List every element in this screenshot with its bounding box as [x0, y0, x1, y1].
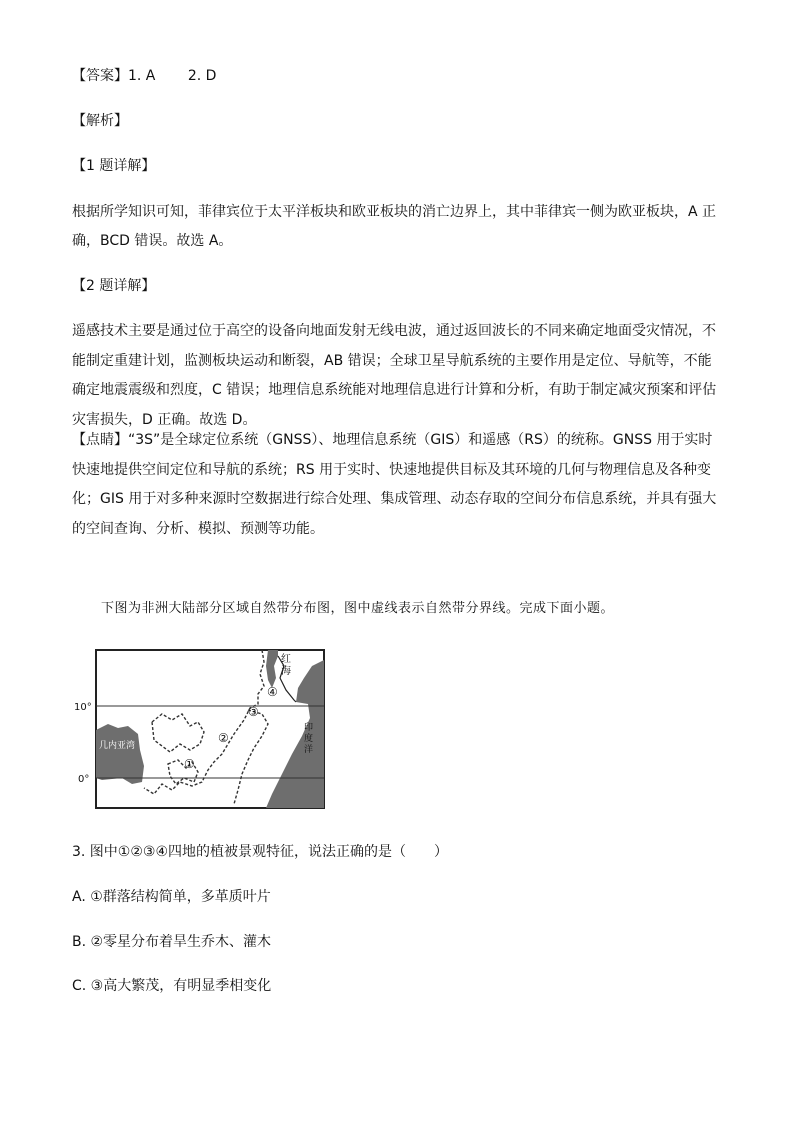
q1-heading: 【1 题详解】 [72, 158, 156, 174]
q3-stem: 3. 图中①②③④四地的植被景观特征，说法正确的是（ ） [72, 844, 449, 860]
lat-0-label: 0° [78, 774, 90, 785]
marker-3: ③ [248, 705, 259, 719]
africa-natural-zone-map [72, 644, 328, 812]
lat-10-label: 10° [74, 702, 92, 713]
answer-line [72, 62, 720, 90]
red-sea-label-2: 海 [281, 666, 291, 677]
indian-ocean-label-3: 洋 [304, 745, 314, 755]
answer-text: 1. A 2. D [128, 68, 217, 84]
marker-2: ② [218, 731, 229, 745]
map-intro: 下图为非洲大陆部分区域自然带分布图，图中虚线表示自然带分界线。完成下面小题。 [101, 601, 615, 616]
answer-tag: 【答案】 [72, 68, 128, 84]
marker-1: ① [184, 757, 195, 771]
analysis-heading: 【解析】 [72, 113, 128, 129]
marker-4: ④ [267, 685, 278, 699]
q2-heading: 【2 题详解】 [72, 278, 156, 294]
gulf-of-guinea-label: 几内亚湾 [99, 741, 136, 751]
tip-body: “3S”是全球定位系统（GNSS）、地理信息系统（GIS）和遥感（RS）的统称。GNSS 用于实时快速地提供空间定位和导航的系统；RS 用于实时、快速地提供目标及其环境的几何与物理信息及各种变化；GIS 用于对多种来源时空数据进行综合处理、集成管理、动态存取的空间分布信息系统，并具有强大的空间查询、分析、模拟、预测等功能。 [72, 432, 717, 537]
tip-paragraph [72, 426, 720, 544]
q3-option-c: C. ③高大繁茂，有明显季相变化 [72, 978, 272, 994]
q2-explanation: 遥感技术主要是通过位于高空的设备向地面发射无线电波，通过返回波长的不同来确定地面受灾情况，不能制定重建计划，监测板块运动和断裂，AB 错误；全球卫星导航系统的主要作用是定位、导航等，不能确定地震震级和烈度，C 错误；地理信息系统能对地理信息进行计算和分析，有助于制定减灾预案和评估灾害损失，D 正确。故选 D。 [72, 323, 717, 428]
tip-tag: 【点睛】 [72, 432, 128, 448]
q3-option-a: A. ①群落结构简单，多革质叶片 [72, 889, 271, 905]
indian-ocean-label-1: 印 [304, 723, 314, 733]
red-sea-label-1: 红 [281, 654, 291, 665]
indian-ocean-label-2: 度 [304, 734, 314, 744]
q1-explanation: 根据所学知识可知，菲律宾位于太平洋板块和欧亚板块的消亡边界上，其中菲律宾一侧为欧亚板块，A 正确，BCD 错误。故选 A。 [72, 204, 717, 249]
q3-option-b: B. ②零星分布着旱生乔木、灌木 [72, 934, 272, 950]
